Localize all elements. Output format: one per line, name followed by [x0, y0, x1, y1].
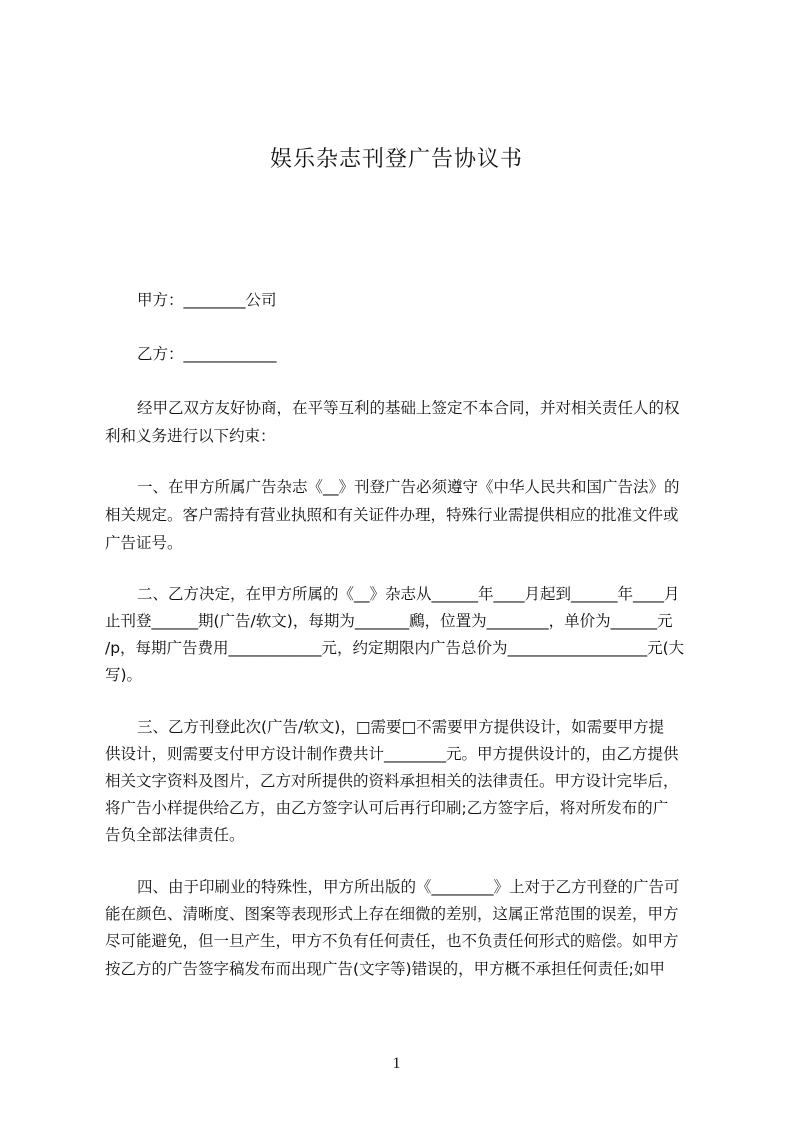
clause1-line: 相关规定。客户需持有营业执照和有关证件办理，特殊行业需提供相应的批准文件或: [105, 506, 679, 524]
clause4-line: 按乙方的广告签字稿发布而出现广告(文字等)错误的，甲方概不承担任何责任;如甲: [105, 960, 665, 978]
clause4-line: 尽可能避免，但一旦产生，甲方不负有任何责任，也不负责任何形式的赔偿。如甲方: [105, 932, 679, 950]
clause3-line: 告负全部法律责任。: [105, 826, 245, 844]
page-number: 1: [392, 1055, 401, 1072]
clause3-line: 供设计，则需要支付甲方设计制作费共计________元。甲方提供设计的，由乙方提供: [105, 745, 679, 763]
clause3-line: 将广告小样提供给乙方，由乙方签字认可后再行印刷;乙方签字后，将对所发布的广: [105, 799, 669, 817]
clause3-line: 三、乙方刊登此次(广告/软文)，□需要□不需要甲方提供设计，如需要甲方提: [137, 718, 665, 736]
document-title: 娱乐杂志刊登广告协议书: [269, 147, 523, 172]
clause4-line: 能在颜色、清晰度、图案等表现形式上存在细微的差别，这属正常范围的误差，甲方: [105, 905, 679, 923]
clause3-line: 相关文字资料及图片，乙方对所提供的资料承担相关的法律责任。甲方设计完毕后，: [105, 772, 679, 790]
intro-line: 利和义务进行以下约束：: [105, 427, 276, 445]
clause2-line: /p，每期广告费用____________元，约定期限内广告总价为__________________元(大: [105, 639, 685, 657]
clause2-line: 止刊登______期(广告/软文)，每期为_______鷉，位置为________，单价为______元: [105, 612, 673, 630]
clause2-line: 二、乙方决定，在甲方所属的《__》杂志从______年____月起到______年____月: [137, 585, 680, 603]
party-b-line: 乙方：____________: [137, 345, 277, 363]
clause4-line: 四、由于印刷业的特殊性，甲方所出版的《________》上对于乙方刊登的广告可: [137, 878, 680, 896]
clause1-line: 广告证号。: [105, 534, 183, 552]
clause2-line: 写)。: [105, 666, 143, 684]
intro-line: 经甲乙双方友好协商，在平等互利的基础上签定不本合同，并对相关责任人的权: [137, 399, 680, 417]
party-a-line: 甲方：________公司: [137, 291, 277, 309]
clause1-line: 一、在甲方所属广告杂志《__》刊登广告必须遵守《中华人民共和国广告法》的: [137, 478, 680, 496]
